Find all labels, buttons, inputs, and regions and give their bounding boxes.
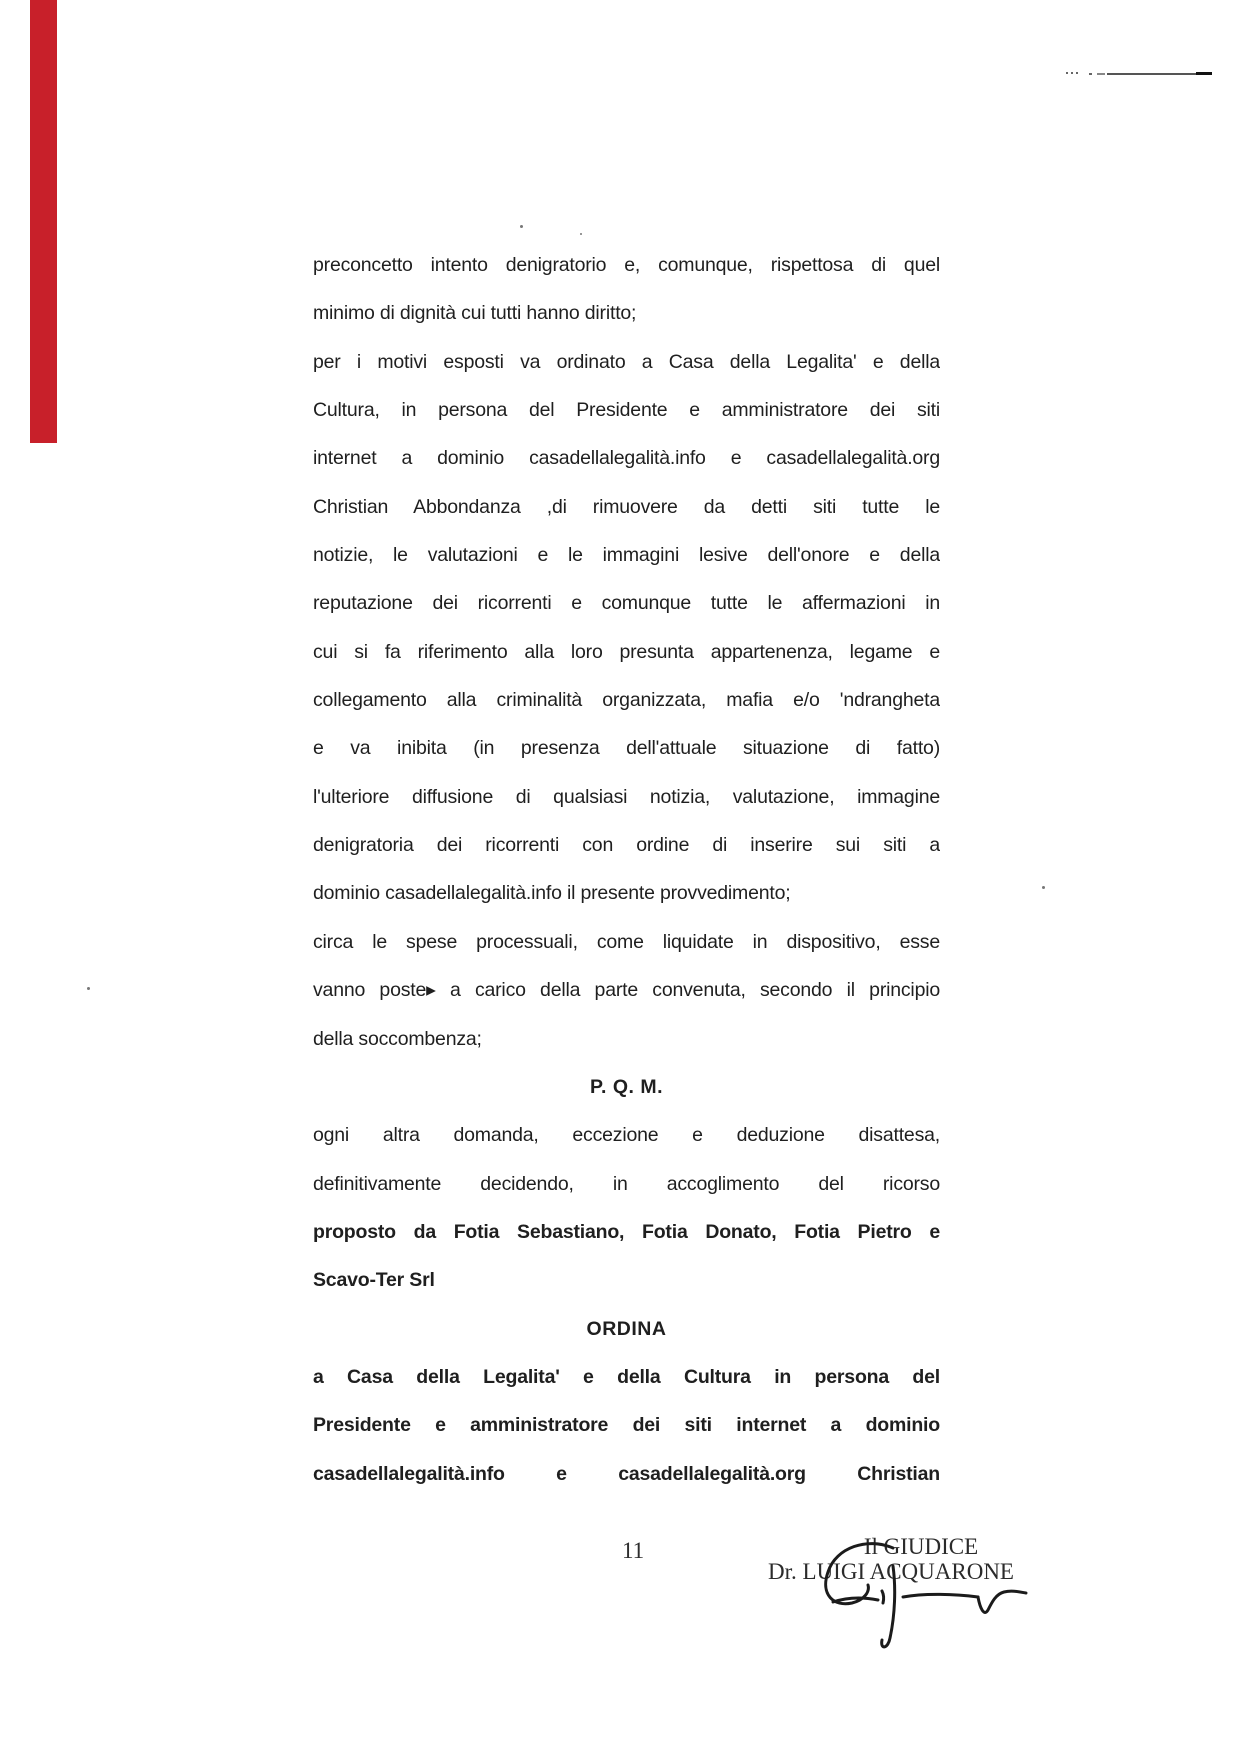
document-line: ORDINA — [586, 1317, 667, 1340]
document-line: l'ulteriore diffusione di qualsiasi notizia, valutazione, immagine — [313, 785, 940, 808]
document-line: ogni altra domanda, eccezione e deduzione disattesa, — [313, 1124, 940, 1147]
text-block — [313, 241, 940, 1498]
document-line: denigratoria dei ricorrenti con ordine di inserire sui siti a — [313, 834, 940, 857]
signer-role: Il GIUDICE — [863, 1534, 979, 1559]
scan-speck — [1042, 886, 1045, 889]
document-line: Presidente e amministratore dei siti internet a dominio — [313, 1414, 940, 1437]
document-line: vanno poste▸ a carico della parte convenuta, secondo il principio — [313, 979, 940, 1002]
document-line: cui si fa riferimento alla loro presunta appartenenza, legame e — [313, 640, 940, 663]
document-line: Scavo-Ter Srl — [313, 1269, 435, 1292]
document-line: proposto da Fotia Sebastiano, Fotia Donato, Fotia Pietro e — [313, 1220, 940, 1243]
document-line: Cultura, in persona del Presidente e amministratore dei siti — [313, 399, 940, 422]
document-line: della soccombenza; — [313, 1027, 482, 1050]
document-line: collegamento alla criminalità organizzata, mafia e/o 'ndrangheta — [313, 689, 940, 712]
scan-speck — [87, 987, 90, 990]
document-line: Christian Abbondanza ,di rimuovere da detti siti tutte le — [313, 495, 940, 518]
scan-line — [1107, 73, 1196, 75]
document-line: dominio casadellalegalità.info il presente provvedimento; — [313, 882, 791, 905]
document-line: e va inibita (in presenza dell'attuale situazione di fatto) — [313, 737, 940, 760]
document-line: P. Q. M. — [590, 1075, 663, 1098]
document-line: minimo di dignità cui tutti hanno diritto; — [313, 302, 637, 325]
scan-dash — [1097, 73, 1105, 75]
scan-speck — [580, 233, 582, 235]
scan-dot — [1066, 72, 1068, 74]
signature-block — [756, 1534, 1026, 1584]
document-line: per i motivi esposti va ordinato a Casa della Legalita' e della — [313, 350, 940, 373]
scan-dot — [1071, 72, 1073, 74]
document-line: casadellalegalità.info e casadellalegalità.org Christian — [313, 1462, 940, 1485]
document-line: internet a dominio casadellalegalità.info e casadellalegalità.org — [313, 447, 940, 470]
signer-name: Dr. LUIGI ACQUARONE — [768, 1559, 1014, 1584]
page-number: 11 — [622, 1538, 645, 1563]
document-line: preconcetto intento denigratorio e, comunque, rispettosa di quel — [313, 254, 940, 276]
left-margin-red-bar — [30, 0, 57, 443]
document-line: circa le spese processuali, come liquidate in dispositivo, esse — [313, 930, 940, 953]
scan-dot — [1076, 72, 1078, 74]
scan-speck — [520, 225, 523, 228]
document-line: a Casa della Legalita' e della Cultura in persona del — [313, 1365, 940, 1388]
document-line: notizie, le valutazioni e le immagini lesive dell'onore e della — [313, 544, 940, 567]
document-line: reputazione dei ricorrenti e comunque tutte le affermazioni in — [313, 592, 940, 615]
document-line: definitivamente decidendo, in accoglimento del ricorso — [313, 1172, 940, 1195]
scan-dot — [1089, 73, 1092, 75]
scan-line-end — [1196, 72, 1212, 75]
